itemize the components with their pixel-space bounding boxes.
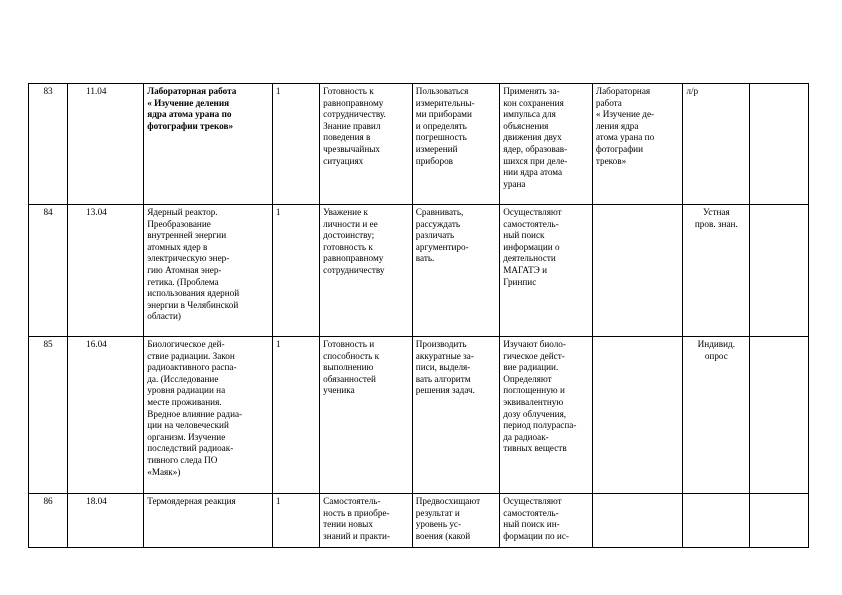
personal-results: Готовность и способность к выполнению обязанностей ученика <box>320 337 413 494</box>
lesson-date: 11.04 <box>68 84 144 205</box>
lab-work <box>592 205 683 337</box>
lesson-hours: 1 <box>272 494 319 548</box>
empty-cell <box>750 494 809 548</box>
personal-results: Готовность к равноправному сотрудничеству. Знание правил поведения в чрезвычайных ситуациях <box>320 84 413 205</box>
personal-results: Самостоятель- ность в приобре- тении новых знаний и практи- <box>320 494 413 548</box>
student-activity: Изучают биоло- гическое дейст- вие радиации. Определяют поглощенную и эквивалентную дозу облучения, период полураспа- да радиоак- тивных веществ <box>500 337 593 494</box>
personal-results: Уважение к личности и ее достоинству; готовность к равноправному сотрудничеству <box>320 205 413 337</box>
lesson-topic: Термоядерная реакция <box>144 494 273 548</box>
lesson-date: 16.04 <box>68 337 144 494</box>
lesson-hours: 1 <box>272 84 319 205</box>
lesson-number: 86 <box>29 494 68 548</box>
table-row <box>29 84 809 205</box>
lesson-date: 18.04 <box>68 494 144 548</box>
lesson-number: 85 <box>29 337 68 494</box>
meta-results: Предвосхищают результат и уровень ус- воения (какой <box>412 494 499 548</box>
table-row <box>29 205 809 337</box>
lesson-hours: 1 <box>272 337 319 494</box>
control-form: Индивид. опрос <box>683 337 750 494</box>
lesson-topic: Лабораторная работа « Изучение деления ядра атома урана по фотографии треков» <box>144 84 273 205</box>
lesson-number: 83 <box>29 84 68 205</box>
lesson-number: 84 <box>29 205 68 337</box>
lab-work <box>592 337 683 494</box>
meta-results: Сравнивать, рассуждать различать аргументиро- вать. <box>412 205 499 337</box>
student-activity: Осуществляют самостоятель- ный поиск ин- формации по ис- <box>500 494 593 548</box>
meta-results: Производить аккуратные за- писи, выделя- вать алгоритм решения задач. <box>412 337 499 494</box>
lab-work: Лабораторная работа « Изучение де- ления ядра атома урана по фотографии треков» <box>592 84 683 205</box>
control-form <box>683 494 750 548</box>
lesson-topic: Ядерный реактор. Преобразование внутренней энергии атомных ядер в электрическую энер- гию Атомная энер- гетика. (Проблема использования ядерной энергии в Челябинской области) <box>144 205 273 337</box>
empty-cell <box>750 84 809 205</box>
lesson-hours: 1 <box>272 205 319 337</box>
meta-results: Пользоваться измерительны- ми приборами и определять погрешность измерений приборов <box>412 84 499 205</box>
control-form: Устная пров. знан. <box>683 205 750 337</box>
student-activity: Применять за- кон сохранения импульса для объяснения движения двух ядер, образовав- шихся при деле- нии ядра атома урана <box>500 84 593 205</box>
control-form: л/р <box>683 84 750 205</box>
table-row <box>29 337 809 494</box>
table-row <box>29 494 809 548</box>
student-activity: Осуществляют самостоятель- ный поиск информации о деятельности МАГАТЭ и Гринпис <box>500 205 593 337</box>
empty-cell <box>750 337 809 494</box>
lesson-topic: Биологическое дей- ствие радиации. Закон радиоактивного распа- да. (Исследование уровня радиации на месте проживания. Вредное влияние радиа- ции на человеческий организм. Изучение последствий радиоак- тивного следа ПО «Маяк») <box>144 337 273 494</box>
lesson-plan-table <box>28 83 809 548</box>
empty-cell <box>750 205 809 337</box>
lab-work <box>592 494 683 548</box>
lesson-date: 13.04 <box>68 205 144 337</box>
